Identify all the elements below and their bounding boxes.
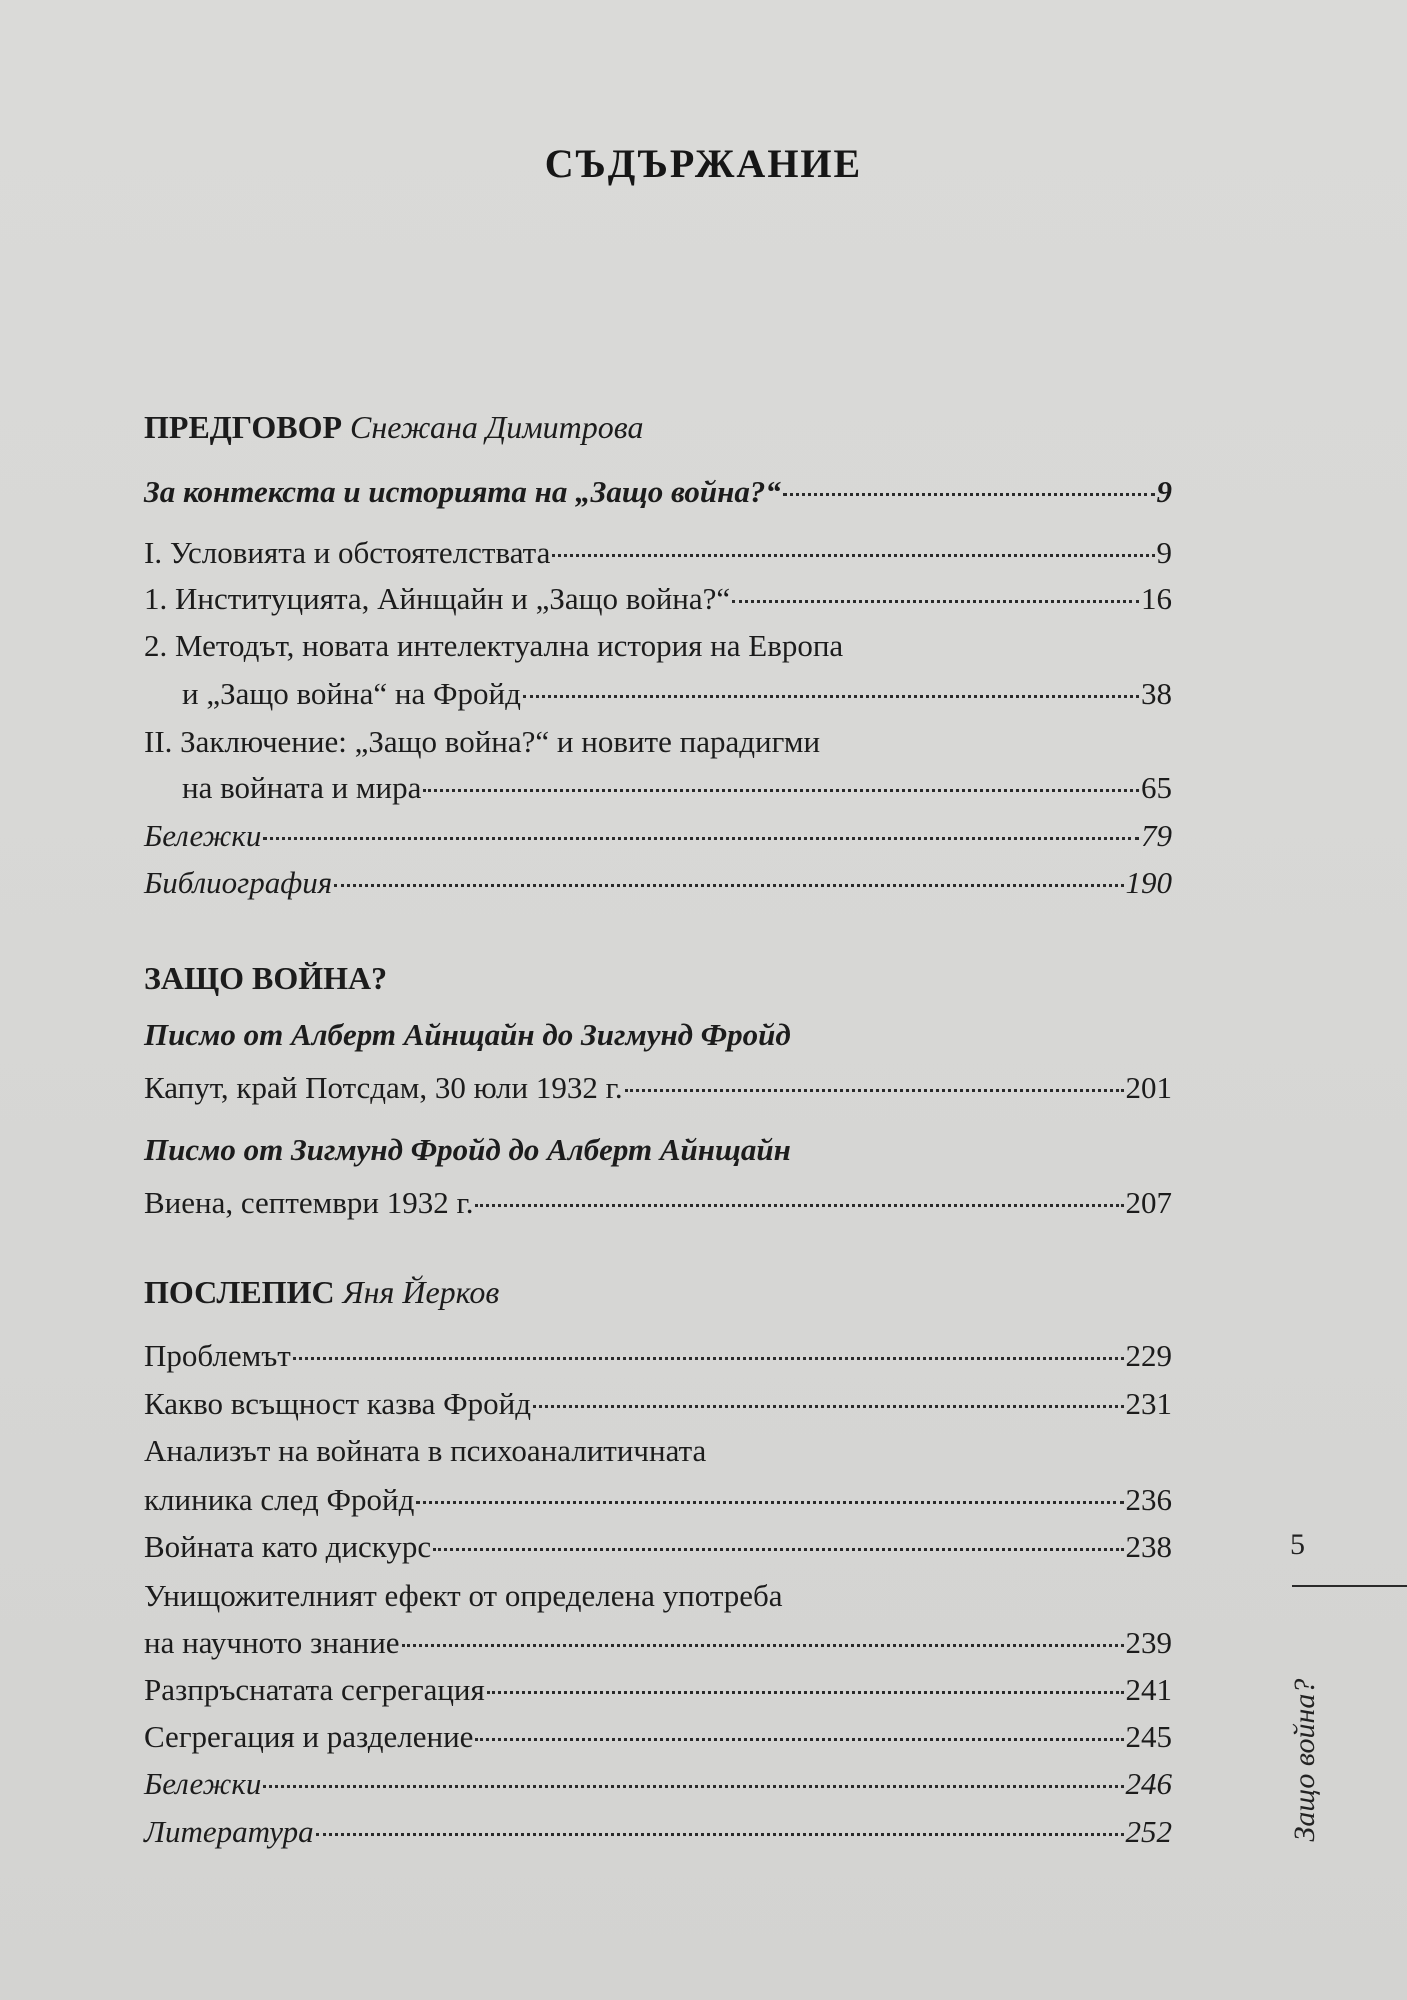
margin-rule <box>1292 1585 1407 1587</box>
toc-entry-page: 201 <box>1125 1070 1172 1105</box>
toc-entry-text: II. Заключение: „Защо война?“ и новите парадигми <box>144 724 821 759</box>
toc-entry-page: 231 <box>1125 1386 1172 1421</box>
toc-entry-text: 2. Методът, новата интелектуална история на Европа <box>144 628 844 663</box>
preface-heading-label: ПРЕДГОВОР <box>144 409 343 445</box>
toc-entry-page: 9 <box>1156 535 1172 570</box>
dot-leader <box>334 884 1123 887</box>
dot-leader <box>416 1501 1123 1504</box>
dot-leader <box>263 837 1139 840</box>
toc-entry-text: Разпръснатата сегрегация <box>144 1672 485 1707</box>
letter1-title: Писмо от Алберт Айнщайн до Зигмунд Фройд <box>144 1017 791 1052</box>
toc-entry-text: 1. Институцията, Айнщайн и „Защо война?“ <box>144 581 731 616</box>
toc-entry-text: Унищожителният ефект от определена употреба <box>144 1578 783 1613</box>
toc-entry <box>144 1183 1172 1223</box>
toc-entry-page: 245 <box>1125 1719 1172 1754</box>
toc-entry-text: Анализът на войната в психоаналитичната <box>144 1433 707 1468</box>
dot-leader <box>293 1357 1124 1360</box>
toc-entry <box>144 1764 1172 1804</box>
dot-leader <box>625 1089 1124 1092</box>
toc-entry-page: 246 <box>1125 1766 1172 1801</box>
toc-entry-text: I. Условията и обстоятелствата <box>144 535 551 570</box>
dot-leader <box>487 1691 1124 1694</box>
toc-entry-page: 207 <box>1125 1185 1172 1220</box>
toc-entry-page: 190 <box>1125 865 1172 900</box>
table-of-contents <box>144 0 1172 2000</box>
toc-entry <box>144 1623 1172 1663</box>
running-title <box>1285 1630 1325 1890</box>
toc-entry-page: 239 <box>1125 1625 1172 1660</box>
toc-entry <box>144 1670 1172 1710</box>
toc-entry <box>144 1527 1172 1567</box>
toc-entry-text: клиника след Фройд <box>144 1482 415 1517</box>
dot-leader <box>783 493 1155 496</box>
main-heading <box>144 958 1172 998</box>
toc-entry <box>144 533 1172 573</box>
preface-heading <box>144 407 1172 447</box>
toc-entry <box>144 863 1172 903</box>
toc-entry-page: 38 <box>1141 676 1172 711</box>
toc-entry <box>144 472 1172 512</box>
toc-entry <box>144 1384 1172 1424</box>
running-title-text: Защо война? <box>1288 1678 1321 1842</box>
toc-entry <box>144 768 1172 808</box>
toc-entry-text: Виена, септември 1932 г. <box>144 1185 474 1220</box>
toc-entry-text: За контекста и историята на „Защо война?“ <box>144 474 781 509</box>
toc-entry-text: Какво всъщност казва Фройд <box>144 1386 531 1421</box>
toc-entry-text: Бележки <box>144 1766 262 1801</box>
toc-entry <box>144 1068 1172 1108</box>
toc-entry-page: 79 <box>1141 818 1172 853</box>
toc-entry <box>144 722 1172 762</box>
dot-leader <box>552 554 1154 557</box>
toc-entry <box>144 1336 1172 1376</box>
dot-leader <box>475 1204 1123 1207</box>
main-heading-label: ЗАЩО ВОЙНА? <box>144 960 388 996</box>
afterword-heading <box>144 1272 1172 1312</box>
toc-entry-page: 241 <box>1125 1672 1172 1707</box>
toc-entry-page: 252 <box>1125 1814 1172 1849</box>
letter2-title: Писмо от Зигмунд Фройд до Алберт Айнщайн <box>144 1132 791 1167</box>
toc-entry <box>144 579 1172 619</box>
toc-entry <box>144 626 1172 666</box>
afterword-author: Яня Йерков <box>342 1274 500 1310</box>
dot-leader <box>263 1785 1123 1788</box>
toc-entry-text: Библиография <box>144 865 333 900</box>
dot-leader <box>402 1644 1124 1647</box>
page-title: СЪДЪРЖАНИЕ <box>544 141 863 186</box>
toc-entry-text: Сегрегация и разделение <box>144 1719 474 1754</box>
toc-entry-text: Войната като дискурс <box>144 1529 432 1564</box>
letter-title <box>144 1015 1172 1055</box>
page-number: 5 <box>1290 1528 1305 1561</box>
dot-leader <box>423 789 1139 792</box>
toc-entry <box>144 1717 1172 1757</box>
dot-leader <box>533 1405 1124 1408</box>
toc-entry-text: Литература <box>144 1814 314 1849</box>
toc-entry-text: на войната и мира <box>182 770 422 805</box>
toc-entry <box>144 674 1172 714</box>
toc-entry-text: и „Защо война“ на Фройд <box>182 676 521 711</box>
toc-entry-page: 9 <box>1156 474 1172 509</box>
toc-entry-text: Проблемът <box>144 1338 291 1373</box>
toc-entry <box>144 1431 1172 1471</box>
toc-entry-text: Бележки <box>144 818 262 853</box>
dot-leader <box>475 1738 1123 1741</box>
dot-leader <box>316 1833 1124 1836</box>
toc-entry-page: 238 <box>1125 1529 1172 1564</box>
toc-entry-page: 229 <box>1125 1338 1172 1373</box>
dot-leader <box>523 695 1139 698</box>
toc-entry-page: 65 <box>1141 770 1172 805</box>
toc-entry-page: 236 <box>1125 1482 1172 1517</box>
dot-leader <box>433 1548 1123 1551</box>
toc-entry-text: на научното знание <box>144 1625 400 1660</box>
toc-entry <box>144 1480 1172 1520</box>
dot-leader <box>732 600 1139 603</box>
toc-entry <box>144 816 1172 856</box>
toc-entry-page: 16 <box>1141 581 1172 616</box>
afterword-heading-label: ПОСЛЕПИС <box>144 1274 335 1310</box>
letter-title <box>144 1130 1172 1170</box>
toc-entry-text: Капут, край Потсдам, 30 юли 1932 г. <box>144 1070 623 1105</box>
toc-entry <box>144 1576 1172 1616</box>
toc-entry <box>144 1812 1172 1852</box>
preface-author: Снежана Димитрова <box>350 409 644 445</box>
